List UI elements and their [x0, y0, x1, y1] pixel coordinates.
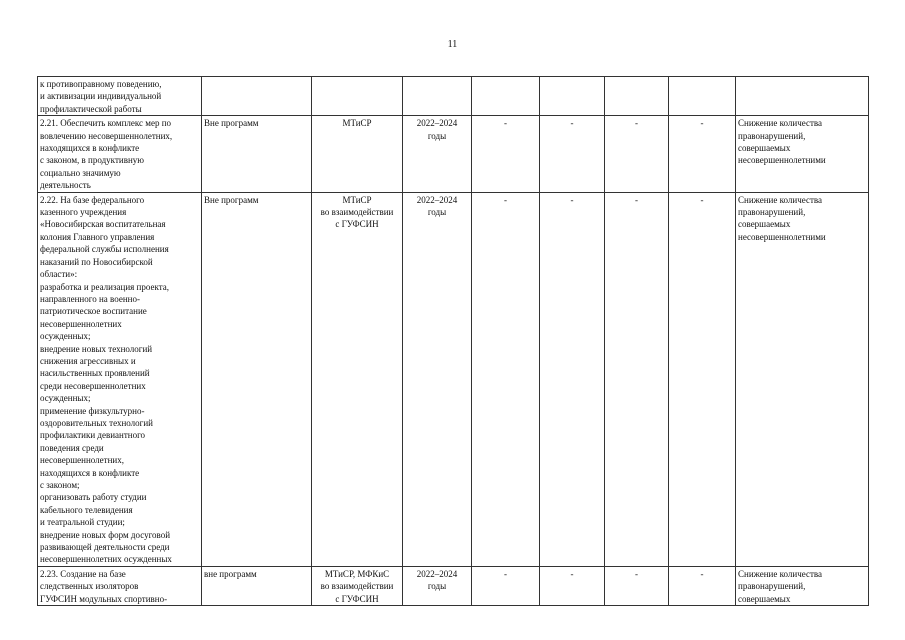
cell-line: казенного учреждения	[40, 207, 127, 218]
cell-line: с ГУФСИН	[335, 593, 379, 604]
cell-line: во взаимодействии	[320, 581, 394, 592]
cell-line: поведения среди	[40, 442, 104, 453]
cell-line: 2.21. Обеспечить комплекс мер по	[40, 118, 172, 129]
cell-line: наказаний по Новосибирской	[40, 256, 153, 267]
plan-table	[37, 76, 869, 606]
cell-line: 2.22. На базе федерального	[40, 194, 145, 205]
cell-line: -	[635, 194, 638, 205]
cell-line: организовать работу студии	[40, 492, 147, 503]
cell-event	[38, 566, 202, 605]
cell-line: применение физкультурно-	[40, 405, 145, 416]
cell-expected-result	[736, 77, 869, 116]
cell-line: Снижение количества	[738, 568, 823, 579]
cell-finance-3	[605, 77, 669, 116]
cell-line: 2022–2024	[416, 194, 458, 205]
cell-finance-1	[472, 566, 540, 605]
cell-line: федеральной службы исполнения	[40, 244, 169, 255]
cell-line: 2022–2024	[416, 568, 458, 579]
cell-period	[403, 192, 472, 566]
cell-line: разработка и реализация проекта,	[40, 281, 170, 292]
cell-line: -	[504, 118, 507, 129]
cell-line: профилактической работы	[40, 103, 142, 114]
cell-period	[403, 77, 472, 116]
cell-line: колония Главного управления	[40, 231, 155, 242]
cell-event	[38, 116, 202, 192]
cell-funding-source	[202, 116, 312, 192]
cell-line: насильственных проявлений	[40, 368, 150, 379]
cell-line: развивающей деятельности среди	[40, 542, 170, 553]
cell-line: 2022–2024	[416, 118, 458, 129]
cell-line: несовершеннолетними	[738, 231, 826, 242]
cell-finance-2	[540, 566, 605, 605]
cell-line: правонарушений,	[738, 207, 806, 218]
cell-line: кабельного телевидения	[40, 504, 133, 515]
cell-line: внедрение новых технологий	[40, 343, 153, 354]
cell-line: патриотическое воспитание	[40, 306, 147, 317]
cell-finance-4	[669, 116, 736, 192]
cell-finance-2	[540, 77, 605, 116]
cell-line: вне программ	[204, 568, 257, 579]
cell-line: вовлечению несовершеннолетних,	[40, 130, 173, 141]
cell-line: -	[700, 568, 704, 579]
cell-line: правонарушений,	[738, 130, 806, 141]
cell-line: несовершеннолетних осужденных	[40, 554, 172, 565]
cell-expected-result	[736, 566, 869, 605]
cell-line: годы	[427, 581, 447, 592]
cell-line: Снижение количества	[738, 194, 823, 205]
cell-line: следственных изоляторов	[40, 581, 139, 592]
cell-line: оздоровительных технологий	[40, 417, 153, 428]
cell-executor	[312, 116, 403, 192]
cell-line: с ГУФСИН	[335, 219, 379, 230]
cell-line: совершаемых	[738, 143, 791, 154]
cell-event	[38, 192, 202, 566]
cell-line: МТиСР, МФКиС	[324, 568, 390, 579]
cell-line: снижения агрессивных и	[40, 355, 136, 366]
table-row	[38, 116, 869, 192]
cell-line: с законом, в продуктивную	[40, 155, 144, 166]
cell-funding-source	[202, 566, 312, 605]
page-number: 11	[447, 39, 458, 50]
cell-line: -	[570, 194, 574, 205]
cell-line: несовершеннолетними	[738, 155, 826, 166]
cell-line: МТиСР	[342, 118, 372, 129]
cell-line: -	[570, 118, 574, 129]
cell-finance-3	[605, 116, 669, 192]
cell-line: -	[635, 568, 638, 579]
cell-line: несовершеннолетних	[40, 318, 122, 329]
cell-line: социально значимую	[40, 167, 121, 178]
table-row	[38, 77, 869, 116]
cell-period	[403, 566, 472, 605]
cell-finance-1	[472, 116, 540, 192]
cell-line: к противоправному поведению,	[40, 79, 162, 89]
cell-line: -	[700, 194, 704, 205]
cell-line: -	[635, 118, 638, 129]
cell-line: -	[570, 568, 574, 579]
table-row	[38, 566, 869, 605]
cell-finance-1	[472, 77, 540, 116]
cell-finance-4	[669, 192, 736, 566]
cell-line: осужденных;	[40, 331, 91, 342]
cell-line: с законом;	[40, 480, 80, 490]
cell-line: во взаимодействии	[320, 207, 394, 218]
cell-line: Снижение количества	[738, 118, 823, 129]
cell-line: совершаемых	[738, 219, 791, 230]
cell-line: Вне программ	[204, 118, 259, 129]
cell-finance-4	[669, 566, 736, 605]
cell-event	[38, 77, 202, 116]
cell-line: находящихся в конфликте	[40, 143, 140, 154]
cell-line: правонарушений,	[738, 581, 806, 592]
table-body	[38, 77, 869, 606]
cell-finance-1	[472, 192, 540, 566]
cell-line: профилактики девиантного	[40, 430, 146, 441]
cell-expected-result	[736, 116, 869, 192]
cell-line: деятельность	[40, 180, 91, 191]
cell-finance-3	[605, 192, 669, 566]
cell-finance-4	[669, 77, 736, 116]
cell-finance-3	[605, 566, 669, 605]
cell-line: -	[700, 118, 704, 129]
cell-period	[403, 116, 472, 192]
cell-line: ГУФСИН модульных спортивно-	[40, 593, 168, 604]
cell-line: совершаемых	[738, 593, 791, 604]
cell-line: -	[504, 194, 507, 205]
cell-executor	[312, 77, 403, 116]
cell-line: осужденных;	[40, 393, 91, 404]
cell-line: внедрение новых форм досуговой	[40, 529, 171, 540]
cell-line: -	[504, 568, 507, 579]
cell-line: МТиСР	[342, 194, 372, 205]
cell-executor	[312, 566, 403, 605]
cell-line: 2.23. Создание на базе	[40, 568, 126, 579]
cell-expected-result	[736, 192, 869, 566]
cell-finance-2	[540, 192, 605, 566]
cell-line: годы	[427, 130, 447, 141]
cell-line: и театральной студии;	[40, 517, 125, 528]
cell-line: несовершеннолетних,	[40, 455, 124, 466]
cell-line: среди несовершеннолетних	[40, 380, 146, 391]
cell-funding-source	[202, 77, 312, 116]
cell-finance-2	[540, 116, 605, 192]
cell-line: и активизации индивидуальной	[40, 91, 162, 102]
cell-line: направленного на военно-	[40, 293, 140, 304]
table-row	[38, 192, 869, 566]
cell-funding-source	[202, 192, 312, 566]
cell-line: области»:	[40, 269, 78, 280]
cell-executor	[312, 192, 403, 566]
cell-line: «Новосибирская воспитательная	[40, 219, 166, 230]
cell-line: находящихся в конфликте	[40, 467, 140, 478]
cell-line: Вне программ	[204, 194, 259, 205]
cell-line: годы	[427, 207, 447, 218]
